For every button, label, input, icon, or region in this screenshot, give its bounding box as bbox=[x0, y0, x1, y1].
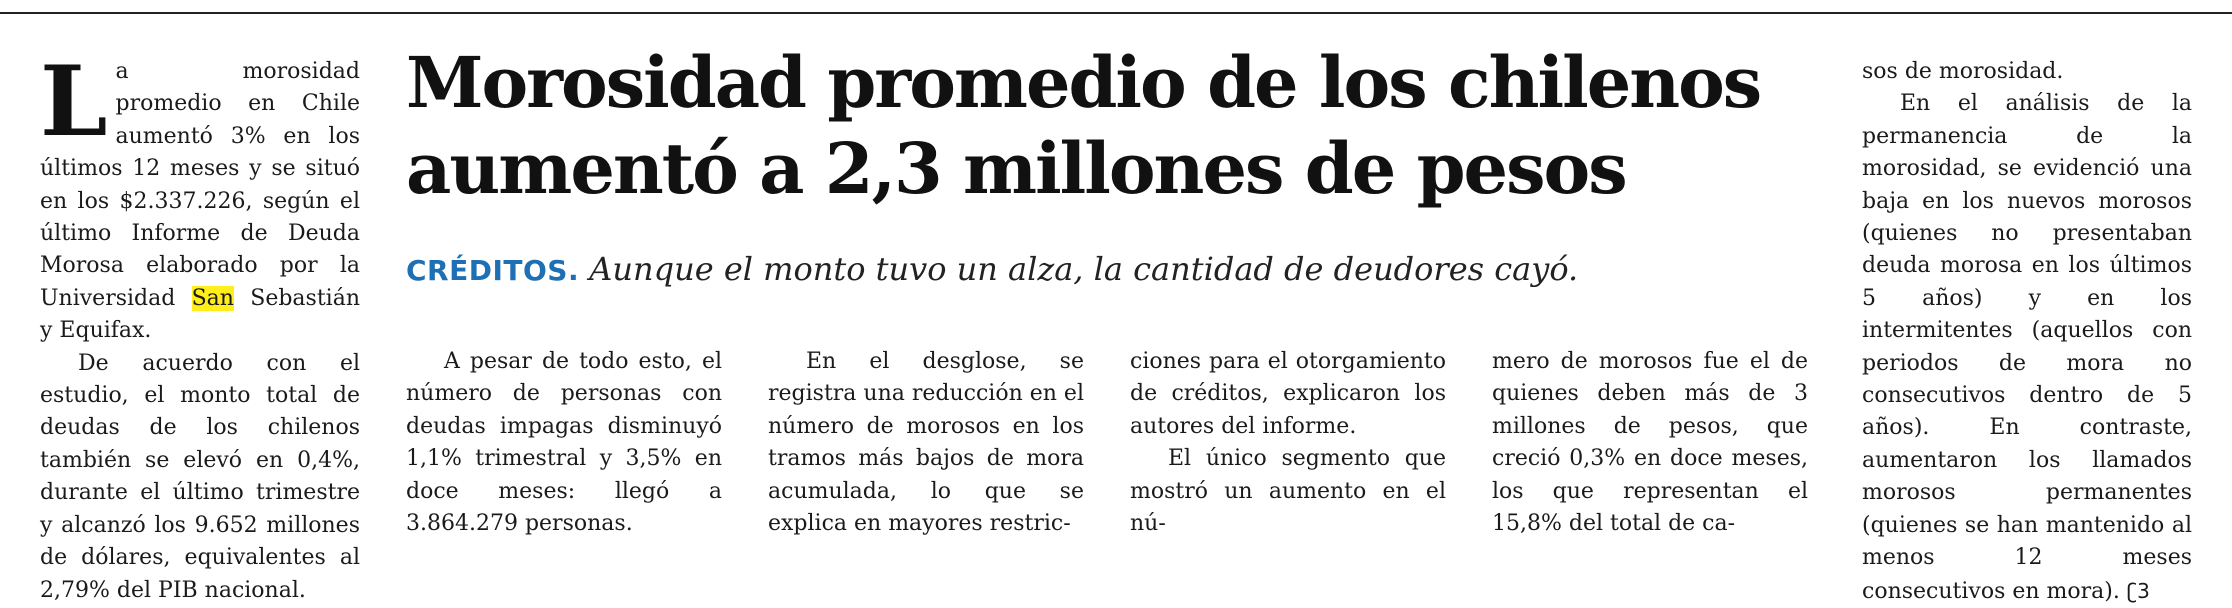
paragraph-text: Sebastián y Equifax. bbox=[40, 285, 360, 344]
column-2 bbox=[406, 346, 722, 540]
paragraph: sos de morosidad. bbox=[1862, 59, 2064, 84]
paragraph: ciones para el otorgamiento de créditos, explicaron los autores del informe. bbox=[1130, 349, 1446, 439]
headline bbox=[406, 40, 1806, 212]
paragraph: De acuerdo con el estudio, el monto total de deudas de los chilenos también se elevó en 0,4%, durante el último trimestre y alcanzó los 9.652 millones de dólares, equivalentes al 2,79% del PIB nacional. bbox=[40, 350, 360, 603]
highlighted-text: San bbox=[191, 285, 234, 311]
paragraph bbox=[1862, 88, 2192, 608]
headline-line-2: aumentó a 2,3 millones de pesos bbox=[406, 127, 1626, 210]
drop-cap: L bbox=[40, 45, 108, 158]
paragraph: En el desglose, se registra una reducción en el número de morosos en los tramos más bajos de mora acumulada, lo que se explica en mayores restric- bbox=[768, 349, 1084, 537]
column-3 bbox=[768, 346, 1084, 540]
paragraph: El único segmento que mostró un aumento en el nú- bbox=[1130, 446, 1446, 537]
column-4 bbox=[1130, 346, 1446, 540]
section-kicker: CRÉDITOS. bbox=[406, 254, 580, 287]
subheadline: Aunque el monto tuvo un alza, la cantidad de deudores cayó. bbox=[589, 250, 1579, 288]
headline-line-1: Morosidad promedio de los chilenos bbox=[406, 41, 1761, 124]
column-5 bbox=[1492, 346, 1808, 540]
paragraph: A pesar de todo esto, el número de personas con deudas impagas disminuyó 1,1% trimestral y 3,5% en doce meses: llegó a 3.864.279 personas. bbox=[406, 349, 722, 537]
paragraph-text: En el análisis de la permanencia de la morosidad, se evidenció una baja en los nuevos morosos (quienes no presentaban deuda morosa en los últimos 5 años) y en los intermitentes (aquellos con periodos de mora no consecutivos dentro de 5 años). En contraste, aumentaron los llamados morosos permanentes (quienes se han mantenido al menos 12 meses consecutivos en mora). bbox=[1862, 91, 2192, 604]
paragraph bbox=[40, 45, 360, 348]
paragraph-text: a morosidad promedio en Chile aumentó 3% en los últimos 12 meses y se situó en los $2.337.226, según el último Informe de Deuda Morosa elaborado por la Universidad bbox=[40, 59, 360, 311]
subheadline-block bbox=[406, 248, 1806, 292]
column-1 bbox=[40, 45, 360, 607]
end-mark-icon: ʗ3 bbox=[2126, 578, 2150, 603]
column-6 bbox=[1862, 56, 2192, 608]
paragraph: mero de morosos fue el de quienes deben más de 3 millones de pesos, que creció 0,3% en doce meses, los que representan el 15,8% del total de ca- bbox=[1492, 349, 1808, 537]
top-rule bbox=[0, 12, 2232, 14]
